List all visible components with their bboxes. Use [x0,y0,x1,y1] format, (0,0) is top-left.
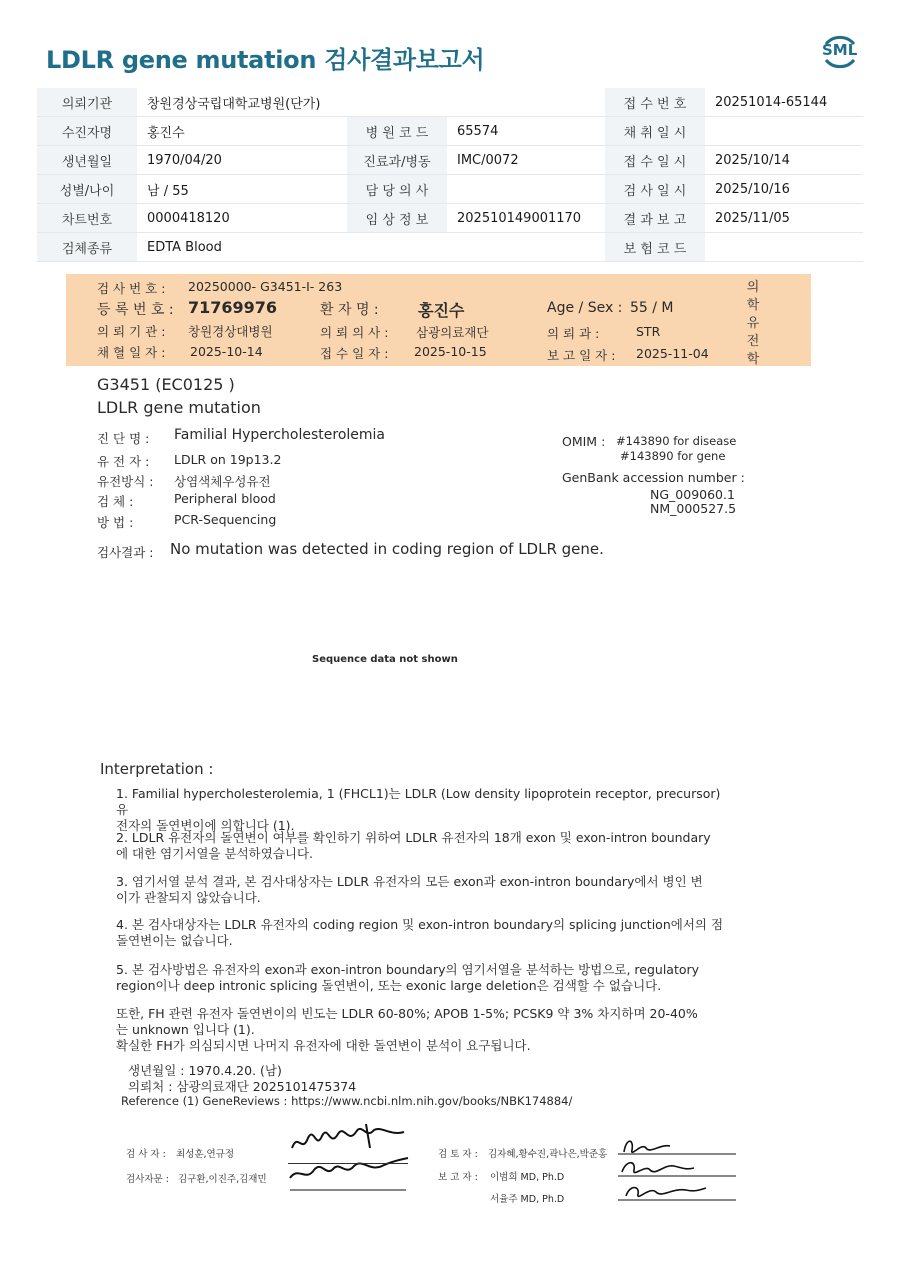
examiner-signature-line [288,1163,408,1164]
info-value: 남 / 55 [137,175,347,204]
info-value [705,117,863,146]
genbank-1: NG_009060.1 [650,487,735,502]
info-value: 창원경상국립대학교병원(단가) [137,88,347,117]
info-value: 2025/10/16 [705,175,863,204]
age-sex-label: Age / Sex : [547,300,623,316]
info-label: 접 수 일 시 [605,146,705,175]
specimen-label: 검 체 : [97,494,134,509]
side-vertical-label: 의 학 유 전 학 [746,280,760,367]
info-value: 65574 [447,117,605,146]
info-value: 1970/04/20 [137,146,347,175]
info-label: 채 취 일 시 [605,117,705,146]
gene-label: 유 전 자 : [97,454,150,469]
genbank-2: NM_000527.5 [650,501,737,516]
info-value: 홍진수 [137,117,347,146]
info-value [447,175,605,204]
examiner-signature-icon [286,1118,416,1198]
recv-date-label: 접 수 일 자 : [320,346,389,361]
info-label: 보 험 코 드 [605,233,705,262]
draw-date: 2025-10-14 [190,344,263,359]
reg-no: 71769976 [188,298,278,317]
exam-no-label: 검 사 번 호 : [97,281,166,296]
examiner-names: 최성훈,연규정 [176,1149,235,1160]
info-row [37,88,863,117]
result-label: 검사결과 : [97,545,154,560]
req-org: 창원경상대병원 [188,324,273,339]
exam-no: 20250000- G3451-I- 263 [188,279,343,294]
reviewer-names: 김자혜,황수진,곽나은,박준홍 [488,1149,608,1160]
reporter-name: 이범희 MD, Ph.D [490,1172,565,1183]
birth-line: 생년월일 : 1970.4.20. (남) [128,1063,282,1078]
requester-line: 의뢰처 : 삼광의료재단 2025101475374 [128,1079,357,1094]
reporter-label: 보 고 자 : [438,1172,478,1183]
inheritance: 상염색체우성유전 [174,474,271,489]
age-sex: 55 / M [630,300,674,316]
reference-line: Reference (1) GeneReviews : https://www.ncbi.nlm.nih.gov/books/NBK174884/ [121,1094,573,1108]
recv-date: 2025-10-15 [414,344,487,359]
info-row [37,175,863,204]
interpretation-heading: Interpretation : [100,760,214,778]
gene: LDLR on 19p13.2 [174,452,282,467]
info-label: 수진자명 [37,117,137,146]
omim-label: OMIM : [562,434,606,449]
interp-p2: 2. LDLR 유전자의 돌연변이 여부를 확인하기 위하여 LDLR 유전자의 18개 exon 및 exon-intron boundary 에 대한 염기서열을 분석하였습니다. [116,830,711,861]
report-date-label: 보 고 일 자 : [547,348,616,363]
patient-name: 홍진수 [418,301,465,320]
info-label: 차트번호 [37,204,137,233]
info-label: 결 과 보 고 [605,204,705,233]
info-value: IMC/0072 [447,146,605,175]
examiner-label: 검 사 자 : [126,1149,166,1160]
report-date: 2025-11-04 [636,346,709,361]
dept: STR [636,324,661,339]
info-value [447,88,605,117]
advisor-label: 검사자문 : [126,1174,169,1185]
report-title: LDLR gene mutation 검사결과보고서 [46,46,485,74]
info-value: 0000418120 [137,204,347,233]
info-label: 진료과/병동 [347,146,447,175]
req-org-label: 의 뢰 기 관 : [97,324,166,339]
reviewer-label: 검 토 자 : [438,1149,478,1160]
info-label: 담 당 의 사 [347,175,447,204]
patient-info-table [37,88,863,262]
specimen: Peripheral blood [174,491,276,506]
interp-p4: 4. 본 검사대상자는 LDLR 유전자의 coding region 및 exon-intron boundary의 splicing junction에서의 점 돌연변이는 없습니다. [116,917,724,948]
interp-p5: 5. 본 검사방법은 유전자의 exon과 exon-intron boundary의 염기서열을 분석하는 방법으로, regulatory region이나 deep intronic splicing 돌연변이, 또는 exonic large deletion은 검색할 수 없습니다. [116,962,700,993]
info-label: 검체종류 [37,233,137,262]
result-text: No mutation was detected in coding region of LDLR gene. [170,540,604,558]
info-value: 2025/10/14 [705,146,863,175]
info-row [37,204,863,233]
omim-disease: #143890 for disease [616,434,737,448]
info-value [447,233,605,262]
draw-date-label: 채 혈 일 자 : [97,345,166,360]
interp-p1: 1. Familial hypercholesterolemia, 1 (FHCL1)는 LDLR (Low density lipoprotein receptor, precursor) 유 전자의 돌연변이에 의합니다 (1). [116,786,721,833]
sml-logo-text: SML [822,41,858,59]
genbank-label: GenBank accession number : [562,470,745,485]
info-row [37,146,863,175]
info-label: 검 사 일 시 [605,175,705,204]
req-doc: 삼광의료재단 [416,325,489,340]
info-value: 2025/11/05 [705,204,863,233]
dept-label: 의 뢰 과 : [547,326,600,341]
info-label [347,233,447,262]
method: PCR-Sequencing [174,512,277,527]
info-label: 임 상 정 보 [347,204,447,233]
info-label: 생년월일 [37,146,137,175]
info-value: 202510149001170 [447,204,605,233]
info-label: 성별/나이 [37,175,137,204]
diagnosis-label: 진 단 명 : [97,431,150,446]
test-code: G3451 (EC0125 ) [97,375,235,394]
info-value: 20251014-65144 [705,88,863,117]
info-label: 병 원 코 드 [347,117,447,146]
omim-gene: #143890 for gene [620,449,726,463]
info-label: 접 수 번 호 [605,88,705,117]
info-label: 의뢰기관 [37,88,137,117]
interp-p6: 또한, FH 관련 유전자 돌연변이의 빈도는 LDLR 60-80%; APOB 1-5%; PCSK9 약 3% 차지하며 20-40% 는 unknown 입니다 (1). 확실한 FH가 의심되시면 나머지 유전자에 대한 돌연변이 분석이 요구됩니다. [116,1006,698,1053]
reporter2-name: 서율주 MD, Ph.D [490,1194,565,1205]
info-value [705,233,863,262]
test-name: LDLR gene mutation [97,398,261,417]
inheritance-label: 유전방식 : [97,474,154,489]
reg-no-label: 등 록 번 호 : [97,302,174,318]
advisor-names: 김구환,이진주,김재민 [178,1174,267,1185]
interp-p3: 3. 염기서열 분석 결과, 본 검사대상자는 LDLR 유전자의 모든 exon과 exon-intron boundary에서 병인 변 이가 관찰되지 않았습니다. [116,874,703,905]
info-label [347,88,447,117]
diagnosis: Familial Hypercholesterolemia [174,427,385,443]
info-row [37,117,863,146]
info-value: EDTA Blood [137,233,347,262]
reviewer-signature-icon [616,1130,736,1208]
req-doc-label: 의 뢰 의 사 : [320,325,389,340]
method-label: 방 법 : [97,515,134,530]
patient-label: 환 자 명 : [320,302,379,318]
info-row [37,233,863,262]
sequence-note: Sequence data not shown [312,654,458,665]
